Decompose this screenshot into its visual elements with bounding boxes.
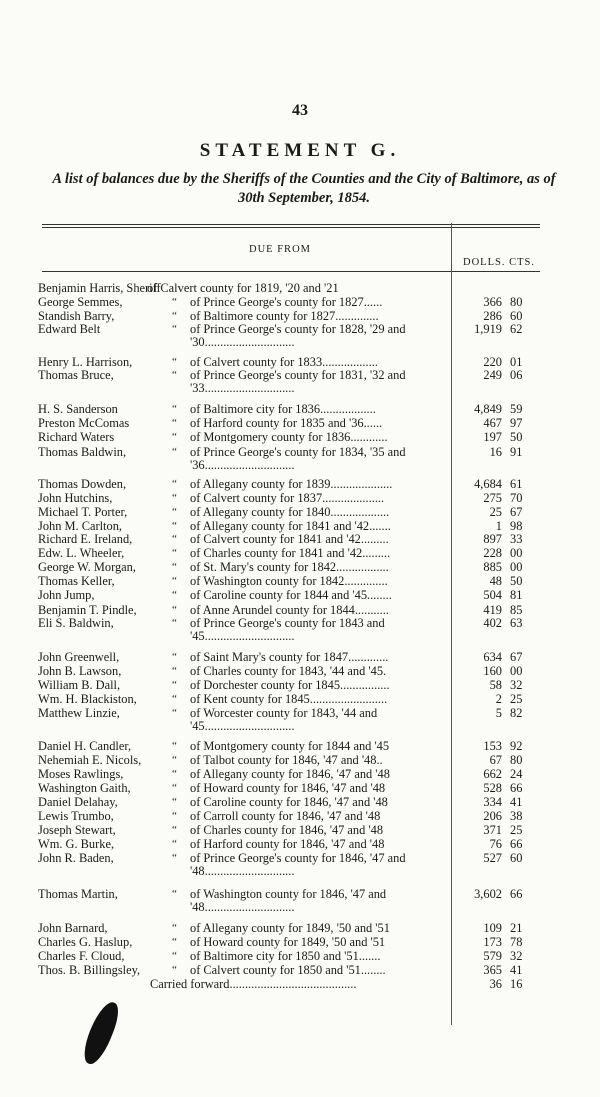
county-description: of Worcester county for 1843, '44 and '45............................. bbox=[190, 706, 378, 733]
amount-cents: 82 bbox=[510, 706, 523, 720]
amount-cents: 38 bbox=[510, 809, 523, 823]
ditto-mark: “ bbox=[172, 310, 177, 322]
sheriff-name: Benjamin Harris, Sheriff bbox=[38, 281, 161, 295]
amount-cents: 06 bbox=[510, 368, 523, 382]
county-description: of Washington county for 1846, '47 and '48............................. bbox=[190, 887, 387, 914]
header-due-from: DUE FROM bbox=[249, 244, 311, 255]
county-description: of Allegany county for 1840................... bbox=[190, 505, 390, 519]
table-row bbox=[38, 617, 548, 645]
county-description: of Prince George's county for 1827...... bbox=[190, 295, 383, 309]
sheriff-name: Daniel Delahay, bbox=[38, 795, 118, 809]
amount-dollars: 1,919 bbox=[474, 322, 502, 336]
ditto-mark: “ bbox=[172, 403, 177, 415]
ditto-mark: “ bbox=[172, 323, 177, 335]
sheriff-name: Thomas Martin, bbox=[38, 887, 118, 901]
county-description: of Calvert county for 1833.................. bbox=[190, 355, 378, 369]
sheriff-name: Moses Rawlings, bbox=[38, 767, 124, 781]
statement-title: STATEMENT G. bbox=[199, 140, 401, 161]
amount-cents: 50 bbox=[510, 430, 523, 444]
amount-cents: 62 bbox=[510, 322, 523, 336]
amount-cents: 91 bbox=[510, 445, 523, 459]
amount-cents: 98 bbox=[510, 519, 523, 533]
amount-cents: 60 bbox=[510, 851, 523, 865]
amount-dollars: 402 bbox=[483, 616, 502, 630]
amount-dollars: 2 bbox=[495, 692, 502, 706]
sheriff-name: H. S. Sanderson bbox=[38, 402, 118, 416]
table-row bbox=[38, 707, 548, 735]
amount-dollars: 67 bbox=[489, 753, 502, 767]
ditto-mark: “ bbox=[172, 356, 177, 368]
sheriff-name: George W. Morgan, bbox=[38, 560, 136, 574]
amount-cents: 78 bbox=[510, 935, 523, 949]
sheriff-name: John Hutchins, bbox=[38, 491, 113, 505]
amount-dollars: 897 bbox=[483, 532, 502, 546]
header-rule bbox=[42, 271, 540, 272]
county-description: of Caroline county for 1844 and '45........ bbox=[190, 588, 392, 602]
ditto-mark: “ bbox=[172, 810, 177, 822]
ditto-mark: “ bbox=[172, 888, 177, 900]
county-description: of Caroline county for 1846, '47 and '48 bbox=[190, 795, 388, 809]
ink-blot bbox=[78, 998, 123, 1067]
county-description: of Calvert county for 1841 and '42......... bbox=[190, 532, 389, 546]
amount-dollars: 25 bbox=[489, 505, 502, 519]
amount-dollars: 579 bbox=[483, 949, 502, 963]
amount-cents: 50 bbox=[510, 574, 523, 588]
amount-cents: 60 bbox=[510, 309, 523, 323]
county-description: of Montgomery county for 1836............ bbox=[190, 430, 388, 444]
sheriff-name: William B. Dall, bbox=[38, 678, 121, 692]
county-description: of Talbot county for 1846, '47 and '48.. bbox=[190, 753, 383, 767]
sheriff-name: Daniel H. Candler, bbox=[38, 739, 132, 753]
county-description: of Anne Arundel county for 1844........... bbox=[190, 603, 389, 617]
amount-dollars: 197 bbox=[483, 430, 502, 444]
amount-cents: 67 bbox=[510, 505, 523, 519]
amount-cents: 01 bbox=[510, 355, 523, 369]
county-description: of Calvert county for 1850 and '51........ bbox=[190, 963, 386, 977]
sheriff-name: Henry L. Harrison, bbox=[38, 355, 133, 369]
county-description: of Prince George's county for 1843 and '45............................. bbox=[190, 616, 385, 643]
top-rule bbox=[42, 224, 540, 225]
county-description: of Carroll county for 1846, '47 and '48 bbox=[190, 809, 381, 823]
table-row bbox=[38, 323, 548, 351]
ditto-mark: “ bbox=[172, 693, 177, 705]
sheriff-name: Standish Barry, bbox=[38, 309, 115, 323]
ditto-mark: “ bbox=[172, 478, 177, 490]
county-description: of Prince George's county for 1846, '47 and '48............................. bbox=[190, 851, 406, 878]
county-description: of St. Mary's county for 1842................. bbox=[190, 560, 389, 574]
county-description: of Harford county for 1846, '47 and '48 bbox=[190, 837, 385, 851]
amount-dollars: 5 bbox=[495, 706, 502, 720]
county-description: of Calvert county for 1837.................... bbox=[190, 491, 385, 505]
ditto-mark: “ bbox=[172, 768, 177, 780]
sheriff-name: Charles G. Haslup, bbox=[38, 935, 133, 949]
county-description: of Charles county for 1846, '47 and '48 bbox=[190, 823, 384, 837]
amount-cents: 59 bbox=[510, 402, 523, 416]
sheriff-name: John M. Carlton, bbox=[38, 519, 122, 533]
ditto-mark: “ bbox=[172, 604, 177, 616]
amount-cents: 24 bbox=[510, 767, 523, 781]
amount-cents: 61 bbox=[510, 477, 523, 491]
amount-cents: 80 bbox=[510, 295, 523, 309]
amount-cents: 32 bbox=[510, 678, 523, 692]
amount-dollars: 4,684 bbox=[474, 477, 502, 491]
county-description: of Baltimore city for 1850 and '51....... bbox=[190, 949, 381, 963]
ditto-mark: “ bbox=[172, 417, 177, 429]
ditto-mark: “ bbox=[172, 431, 177, 443]
amount-dollars: 634 bbox=[483, 650, 502, 664]
amount-dollars: 528 bbox=[483, 781, 502, 795]
sheriff-name: Edward Belt bbox=[38, 322, 101, 336]
top-rule-double bbox=[42, 227, 540, 228]
county-description: of Allegany county for 1846, '47 and '48 bbox=[190, 767, 390, 781]
sheriff-name: Eli S. Baldwin, bbox=[38, 616, 114, 630]
amount-dollars: 334 bbox=[483, 795, 502, 809]
county-description: of Prince George's county for 1831, '32 and '33............................. bbox=[190, 368, 406, 395]
carried-forward-label: Carried forward......................................... bbox=[150, 977, 357, 991]
sheriff-name: Thomas Dowden, bbox=[38, 477, 127, 491]
sheriff-name: George Semmes, bbox=[38, 295, 123, 309]
amount-cents: 00 bbox=[510, 560, 523, 574]
county-description: of Baltimore county for 1827.............. bbox=[190, 309, 379, 323]
ditto-mark: “ bbox=[172, 679, 177, 691]
amount-dollars: 228 bbox=[483, 546, 502, 560]
amount-cents: 32 bbox=[510, 949, 523, 963]
amount-dollars: 527 bbox=[483, 851, 502, 865]
amount-cents: 70 bbox=[510, 491, 523, 505]
amount-dollars: 366 bbox=[483, 295, 502, 309]
sheriff-name: Washington Gaith, bbox=[38, 781, 131, 795]
sheriff-name: Thomas Keller, bbox=[38, 574, 115, 588]
ditto-mark: “ bbox=[172, 964, 177, 976]
sheriff-name: Lewis Trumbo, bbox=[38, 809, 114, 823]
ditto-mark: “ bbox=[172, 782, 177, 794]
ditto-mark: “ bbox=[172, 950, 177, 962]
sheriff-name: John R. Baden, bbox=[38, 851, 114, 865]
amount-dollars: 109 bbox=[483, 921, 502, 935]
sheriff-name: Wm. H. Blackiston, bbox=[38, 692, 137, 706]
ditto-mark: “ bbox=[172, 589, 177, 601]
amount-cents: 85 bbox=[510, 603, 523, 617]
amount-dollars: 76 bbox=[489, 837, 502, 851]
county-description: of Prince George's county for 1828, '29 and '30............................. bbox=[190, 322, 406, 349]
ditto-mark: “ bbox=[172, 492, 177, 504]
county-description: of Prince George's county for 1834, '35 and '36............................. bbox=[190, 445, 406, 472]
amount-cents: 25 bbox=[510, 692, 523, 706]
amount-cents: 00 bbox=[510, 664, 523, 678]
table-row bbox=[38, 446, 548, 474]
county-description: of Charles county for 1843, '44 and '45. bbox=[190, 664, 387, 678]
amount-dollars: 58 bbox=[489, 678, 502, 692]
amount-cents: 63 bbox=[510, 616, 523, 630]
sheriff-name: Wm. G. Burke, bbox=[38, 837, 115, 851]
table-row bbox=[38, 888, 548, 916]
amount-dollars: 173 bbox=[483, 935, 502, 949]
county-description: of Montgomery county for 1844 and '45 bbox=[190, 739, 390, 753]
amount-dollars: 885 bbox=[483, 560, 502, 574]
ditto-mark: “ bbox=[172, 824, 177, 836]
sheriff-name: Thomas Baldwin, bbox=[38, 445, 127, 459]
amount-cents: 00 bbox=[510, 546, 523, 560]
amount-dollars: 4,849 bbox=[474, 402, 502, 416]
amount-dollars: 3,602 bbox=[474, 887, 502, 901]
sheriff-name: Thomas Bruce, bbox=[38, 368, 114, 382]
ditto-mark: “ bbox=[172, 369, 177, 381]
amount-cents: 66 bbox=[510, 887, 523, 901]
ditto-mark: “ bbox=[172, 707, 177, 719]
ditto-mark: “ bbox=[172, 561, 177, 573]
amount-dollars: 48 bbox=[489, 574, 502, 588]
sheriff-name: John Greenwell, bbox=[38, 650, 120, 664]
sheriff-name: Preston McComas bbox=[38, 416, 130, 430]
amount-dollars: 662 bbox=[483, 767, 502, 781]
sheriff-name: Charles F. Cloud, bbox=[38, 949, 125, 963]
county-description: of Allegany county for 1839.................... bbox=[190, 477, 393, 491]
ditto-mark: “ bbox=[172, 617, 177, 629]
sheriff-name: John Barnard, bbox=[38, 921, 108, 935]
sheriff-name: John B. Lawson, bbox=[38, 664, 122, 678]
ditto-mark: “ bbox=[172, 852, 177, 864]
amount-cents: 80 bbox=[510, 753, 523, 767]
ditto-mark: “ bbox=[172, 838, 177, 850]
header-amount: DOLLS. CTS. bbox=[463, 257, 535, 268]
county-description: of Calvert county for 1819, '20 and '21 bbox=[147, 281, 339, 295]
amount-dollars: 467 bbox=[483, 416, 502, 430]
ditto-mark: “ bbox=[172, 936, 177, 948]
page-number: 43 bbox=[292, 102, 308, 119]
sheriff-name: Richard Waters bbox=[38, 430, 115, 444]
county-description: of Washington county for 1842.............. bbox=[190, 574, 388, 588]
ditto-mark: “ bbox=[172, 665, 177, 677]
county-description: of Charles county for 1841 and '42......... bbox=[190, 546, 391, 560]
sheriff-name: Edw. L. Wheeler, bbox=[38, 546, 125, 560]
amount-dollars: 286 bbox=[483, 309, 502, 323]
sheriff-name: Richard E. Ireland, bbox=[38, 532, 133, 546]
county-description: of Howard county for 1849, '50 and '51 bbox=[190, 935, 386, 949]
amount-dollars: 220 bbox=[483, 355, 502, 369]
amount-cents: 21 bbox=[510, 921, 523, 935]
county-description: of Allegany county for 1849, '50 and '51 bbox=[190, 921, 390, 935]
amount-cents: 97 bbox=[510, 416, 523, 430]
ditto-mark: “ bbox=[172, 446, 177, 458]
ditto-mark: “ bbox=[172, 296, 177, 308]
amount-dollars: 160 bbox=[483, 664, 502, 678]
amount-dollars: 504 bbox=[483, 588, 502, 602]
statement-subtitle: A list of balances due by the Sheriffs of the Counties and the City of Baltimore, as of 30th September, 1854. bbox=[52, 171, 556, 206]
amount-dollars: 249 bbox=[483, 368, 502, 382]
county-description: of Baltimore city for 1836.................. bbox=[190, 402, 376, 416]
sheriff-name: Joseph Stewart, bbox=[38, 823, 116, 837]
amount-dollars: 371 bbox=[483, 823, 502, 837]
sheriff-name: Benjamin T. Pindle, bbox=[38, 603, 137, 617]
amount-cents: 81 bbox=[510, 588, 523, 602]
ditto-mark: “ bbox=[172, 922, 177, 934]
ditto-mark: “ bbox=[172, 533, 177, 545]
amount-cents: 25 bbox=[510, 823, 523, 837]
amount-dollars: 206 bbox=[483, 809, 502, 823]
amount-cents: 33 bbox=[510, 532, 523, 546]
county-description: of Kent county for 1845......................... bbox=[190, 692, 388, 706]
ditto-mark: “ bbox=[172, 651, 177, 663]
amount-cents: 41 bbox=[510, 795, 523, 809]
amount-dollars: 153 bbox=[483, 739, 502, 753]
amount-dollars: 419 bbox=[483, 603, 502, 617]
amount-cents: 66 bbox=[510, 837, 523, 851]
ditto-mark: “ bbox=[172, 740, 177, 752]
county-description: of Allegany county for 1841 and '42....... bbox=[190, 519, 391, 533]
table-row bbox=[38, 852, 548, 880]
ditto-mark: “ bbox=[172, 796, 177, 808]
amount-cents: 41 bbox=[510, 963, 523, 977]
amount-dollars: 16 bbox=[489, 445, 502, 459]
amount-dollars: 365 bbox=[483, 963, 502, 977]
carried-forward-row bbox=[38, 978, 548, 1006]
table-row bbox=[38, 369, 548, 397]
amount-cents: 66 bbox=[510, 781, 523, 795]
sheriff-name: Nehemiah E. Nicols, bbox=[38, 753, 142, 767]
amount-dollars: 275 bbox=[483, 491, 502, 505]
ditto-mark: “ bbox=[172, 506, 177, 518]
ditto-mark: “ bbox=[172, 754, 177, 766]
amount-cents: 67 bbox=[510, 650, 523, 664]
amount-dollars: 1 bbox=[495, 519, 502, 533]
ditto-mark: “ bbox=[172, 575, 177, 587]
county-description: of Howard county for 1846, '47 and '48 bbox=[190, 781, 386, 795]
ditto-mark: “ bbox=[172, 547, 177, 559]
carried-forward-dollars: 36 bbox=[489, 977, 502, 991]
ditto-mark: “ bbox=[172, 520, 177, 532]
sheriff-name: Thos. B. Billingsley, bbox=[38, 963, 141, 977]
sheriff-name: John Jump, bbox=[38, 588, 95, 602]
amount-cents: 92 bbox=[510, 739, 523, 753]
county-description: of Harford county for 1835 and '36...... bbox=[190, 416, 383, 430]
county-description: of Dorchester county for 1845................ bbox=[190, 678, 390, 692]
sheriff-name: Michael T. Porter, bbox=[38, 505, 128, 519]
carried-forward-cents: 16 bbox=[510, 977, 523, 991]
county-description: of Saint Mary's county for 1847............. bbox=[190, 650, 389, 664]
sheriff-name: Matthew Linzie, bbox=[38, 706, 120, 720]
